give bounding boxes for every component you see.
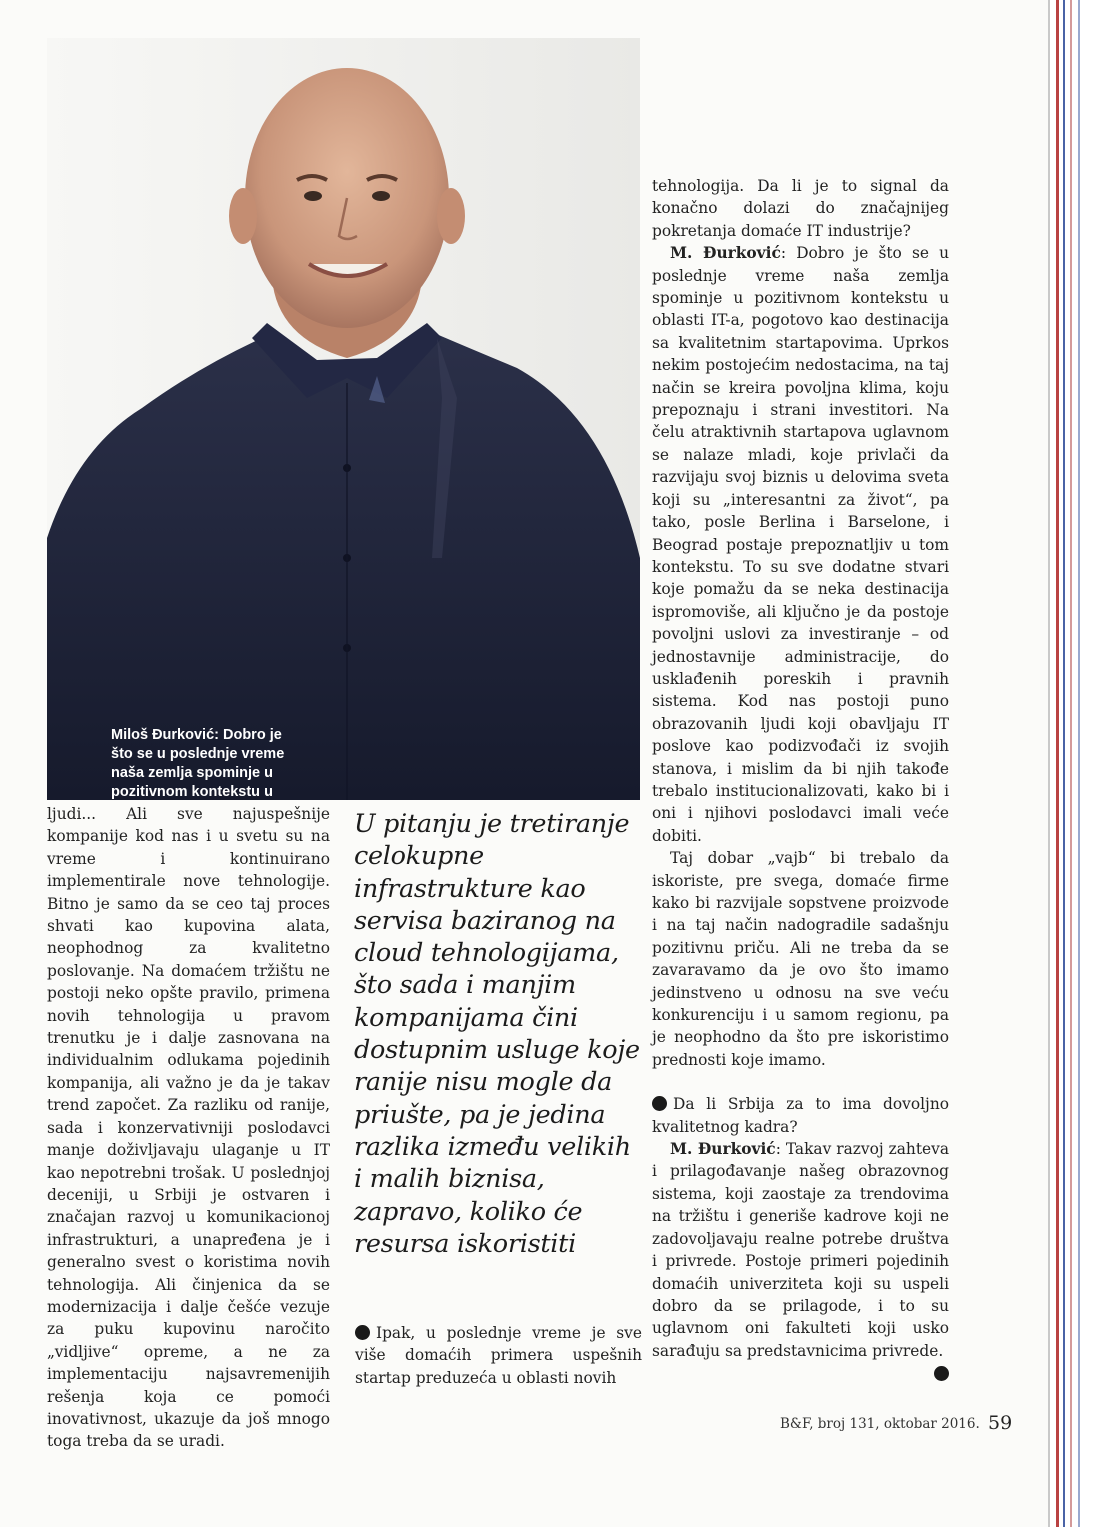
answer-paragraph bbox=[652, 242, 949, 847]
middle-column bbox=[355, 1322, 642, 1389]
question-text: Da li Srbija za to ima dovoljno kvalitetnog kadra? bbox=[652, 1095, 949, 1136]
left-column bbox=[47, 803, 330, 1453]
question-bullet-icon bbox=[652, 1096, 667, 1111]
question-paragraph bbox=[652, 1093, 949, 1138]
portrait-illustration bbox=[47, 38, 640, 800]
question-text: Ipak, u poslednje vreme je sve više domaćih primera uspešnih startap preduzeća u oblasti novih bbox=[355, 1324, 642, 1387]
answer-paragraph bbox=[652, 1138, 949, 1362]
page-edge bbox=[1063, 0, 1065, 1527]
pull-quote: U pitanju je tretiranje celokupne infrastrukture kao servisa baziranog na cloud tehnologijama, što sada i manjim kompanijama čini dostupnim usluge koje ranije nisu mogle da priušte, pa je jedina razlika između velikih i malih biznisa, zapravo, koliko će resursa iskoristiti bbox=[354, 809, 640, 1259]
answer-text: : Dobro je što se u poslednje vreme naša zemlja spominje u pozitivnom kontekstu u oblasti IT-a, pogotovo kao destinacija sa kvalitetnim startapovima. Uprkos nekim postojećim nedostacima, na taj način se kreira povoljna klima, koju prepoznaju i strani investitori. Na čelu atraktivnih startapova uglavnom se nalaze mladi, koje privlači da razvijaju svoj biznis u delovima sveta koji su „interesantni za život“, pa tako, posle Berlina i Barselone, i Beograd postaje prepoznatljiv u tom kontekstu. To su sve dodatne stvari koje pomažu da se neka destinacija ispromoviše, ali ključno je da postoje povoljni uslovi za investiranje – od jednostavnije administracije, do usklađenih poreskih i pravnih sistema. Kod nas postoji puno obrazovanih ljudi koji obavljaju IT poslove kao podizvođači iz svojih stanova, i mislim da bi njih takođe trebalo institucionalizovati, kako bi i oni i njihovi poslodavci imali veće dobiti. bbox=[652, 244, 950, 845]
caption-line: pozitivnom kontekstu u bbox=[111, 784, 273, 800]
page-edge bbox=[1048, 0, 1050, 1527]
photo-caption bbox=[111, 726, 331, 800]
portrait-photo bbox=[47, 38, 640, 800]
caption-line: naša zemlja spominje u bbox=[111, 765, 273, 781]
left-column-text: ljudi... Ali sve najuspešnije kompanije kod nas i u svetu su na vreme i kontinuirano implementirale nove tehnologije. Bitno je samo da se ceo taj proces shvati kao kupovina alata, neophodnog za kvalitetno poslovanje. Na domaćem tržištu ne postoji neko opšte pravilo, primena novih tehnologija u pravom trenutku je i dalje zasnovana na individualnim odlukama pojedinih kompanija, ali važno je da je takav trend započet. Za razliku od ranije, sada i konzervativniji poslodavci manje doživljavaju ulaganje u IT kao nepotrebni trošak. U poslednjoj deceniji, u Srbiji je ostvaren i značajan razvoj u komunikacionoj infrastrukturi, a unapređena je i generalno svest o koristima novih tehnologija. Ali činjenica da se modernizacija i dalje češće vezuje za puku kupovinu naročito „vidljive“ opreme, a ne za implementaciju najsavremenijih rešenja koja ce pomoći inovativnost, ukazuje da još mnogo toga treba da se uradi. bbox=[47, 805, 330, 1451]
answer-text: : Takav razvoj zahteva i prilagođavanje našeg obrazovnog sistema, koji zaostaje za trendovima na tržištu i generiše kadrove koji ne zadovoljavaju realne potrebe društva i privrede. Postoje primeri pojedinih domaćih univerziteta koji su uspeli dobro da se prilagode, i to su uglavnom oni fakulteti koji usko sarađuju sa predstavnicima privrede. bbox=[652, 1140, 949, 1360]
page-edge bbox=[1078, 0, 1080, 1527]
question-bullet-icon bbox=[355, 1325, 370, 1340]
page-edge bbox=[1070, 0, 1072, 1527]
caption-line: što se u poslednje vreme bbox=[111, 746, 285, 762]
page-number: 59 bbox=[988, 1412, 1013, 1434]
right-column bbox=[652, 175, 949, 1381]
end-mark-icon bbox=[934, 1366, 949, 1381]
caption-line: Miloš Đurković: Dobro je bbox=[111, 727, 282, 743]
page-edge bbox=[1056, 0, 1059, 1527]
issue-footer: B&F, broj 131, oktobar 2016. bbox=[780, 1416, 980, 1432]
speaker-name: M. Đurković bbox=[670, 244, 781, 263]
question-continuation: tehnologija. Da li je to signal da konačno dolazi do značajnijeg pokretanja domaće IT industrije? bbox=[652, 177, 949, 240]
answer-paragraph-2: Taj dobar „vajb“ bi trebalo da iskoriste, pre svega, domaće firme kako bi razvijale sopstvene proizvode i na taj način nadogradile sadašnju pozitivnu priču. Ali ne treba da se zavaravamo da je ovo što imamo jedinstveno u odnosu na sve veću konkurenciju i u samom regionu, pa je neophodno da što pre iskoristimo prednosti koje imamo. bbox=[652, 849, 949, 1069]
speaker-name: M. Đurković bbox=[670, 1140, 776, 1159]
